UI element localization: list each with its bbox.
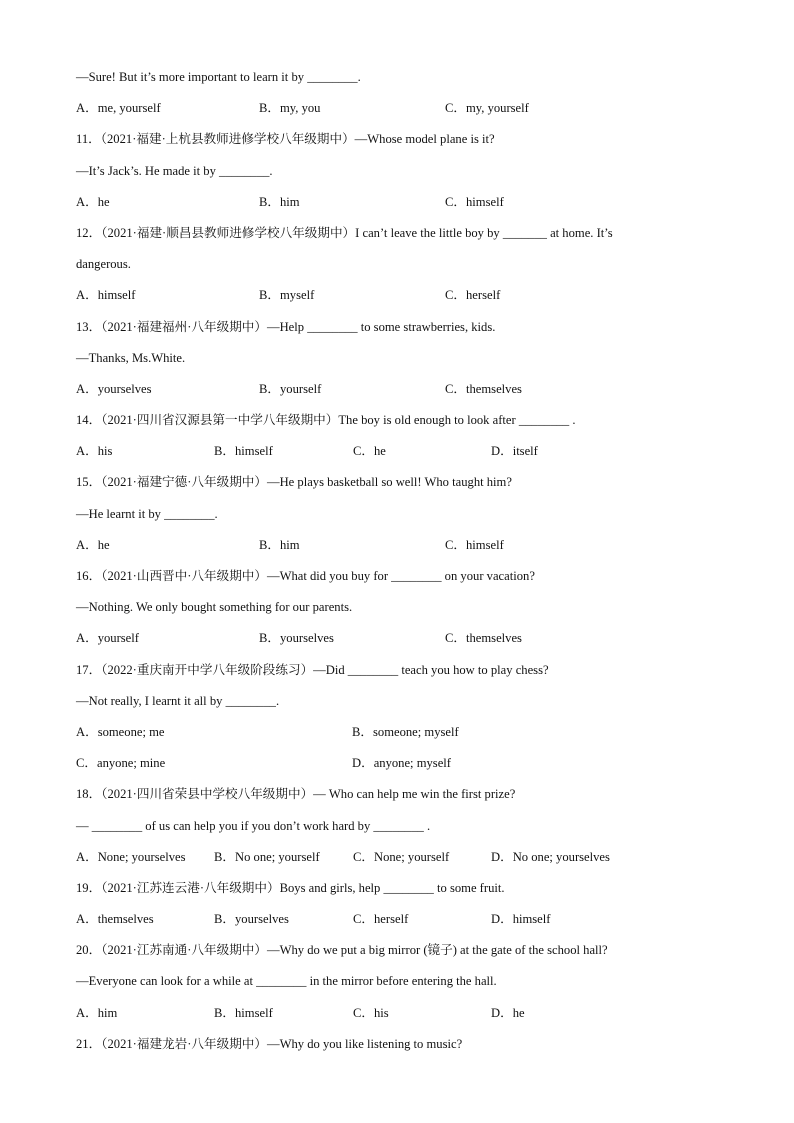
question-text-line: 17．（2022·重庆南开中学八年级阶段练习）—Did ________ teach you how to play chess? bbox=[76, 662, 549, 677]
question-text-line: 16．（2021·山西晋中·八年级期中）—What did you buy for ________ on your vacation? bbox=[76, 569, 535, 583]
answer-options-row bbox=[76, 378, 716, 409]
answer-option: B．yourselves bbox=[259, 631, 334, 646]
question-text-line: 20．（2021·江苏南通·八年级期中）—Why do we put a big mirror (镜子) at the gate of the school hall? bbox=[76, 943, 608, 958]
question-text-line: 18．（2021·四川省荣县中学校八年级期中）— Who can help me win the first prize? bbox=[76, 787, 516, 802]
answer-option: B．him bbox=[259, 194, 300, 209]
question-text-line: 11．（2021·福建·上杭县教师进修学校八年级期中）—Whose model plane is it? bbox=[76, 132, 495, 147]
answer-option: B．himself bbox=[214, 1005, 273, 1020]
answer-option: A．themselves bbox=[76, 912, 154, 927]
question-text-line: —He learnt it by ________. bbox=[76, 506, 218, 521]
answer-option: B．himself bbox=[214, 444, 273, 459]
question-text-line: —Not really, I learnt it all by ________. bbox=[76, 693, 280, 708]
answer-options-row bbox=[76, 440, 716, 471]
question-list bbox=[76, 66, 716, 1064]
answer-option: A．his bbox=[76, 444, 113, 459]
question-text-line: —It’s Jack’s. He made it by ________. bbox=[76, 163, 273, 178]
answer-option: D．itself bbox=[491, 444, 538, 459]
answer-option: A．me, yourself bbox=[76, 101, 161, 116]
answer-options-row bbox=[76, 1002, 716, 1033]
question-text-line: 21．（2021·福建龙岩·八年级期中）—Why do you like listening to music? bbox=[76, 1036, 463, 1051]
answer-option: A．himself bbox=[76, 288, 136, 303]
question-text-line: —Sure! But it’s more important to learn it by ________. bbox=[76, 70, 361, 84]
question-text-line: — ________ of us can help you if you don’t work hard by ________ . bbox=[76, 818, 431, 833]
answer-option: A．yourselves bbox=[76, 381, 152, 396]
answer-option: A．None; yourselves bbox=[76, 849, 186, 864]
question-text-line: —Everyone can look for a while at ________ in the mirror before entering the hall. bbox=[76, 974, 497, 989]
question-text-line: —Thanks, Ms.White. bbox=[76, 350, 186, 365]
answer-option: C．themselves bbox=[445, 631, 522, 646]
answer-option: A．he bbox=[76, 537, 110, 552]
answer-options-row bbox=[76, 846, 716, 877]
answer-options-row bbox=[76, 97, 716, 128]
answer-option: C．anyone; mine bbox=[76, 756, 166, 771]
answer-options-row bbox=[76, 721, 716, 752]
question-text-line: 15．（2021·福建宁德·八年级期中）—He plays basketball so well! Who taught him? bbox=[76, 475, 512, 490]
document-page bbox=[76, 66, 716, 1064]
answer-options-row bbox=[76, 627, 716, 658]
answer-option: B．No one; yourself bbox=[214, 849, 320, 864]
answer-option: C．himself bbox=[445, 537, 504, 552]
answer-option: D．No one; yourselves bbox=[491, 849, 610, 864]
answer-option: D．himself bbox=[491, 912, 551, 927]
answer-option: D．he bbox=[491, 1005, 525, 1020]
answer-option: C．himself bbox=[445, 194, 504, 209]
answer-option: A．him bbox=[76, 1005, 118, 1020]
answer-option: C．his bbox=[353, 1005, 389, 1020]
answer-options-row bbox=[76, 191, 716, 222]
answer-option: C．themselves bbox=[445, 381, 522, 396]
question-text-line: 14．（2021·四川省汉源县第一中学八年级期中）The boy is old enough to look after ________ . bbox=[76, 413, 576, 428]
answer-option: C．herself bbox=[445, 288, 501, 303]
answer-option: A．someone; me bbox=[76, 724, 165, 739]
question-text-line: 13．（2021·福建福州·八年级期中）—Help ________ to some strawberries, kids. bbox=[76, 319, 496, 334]
answer-option: B．him bbox=[259, 537, 300, 552]
answer-option: B．myself bbox=[259, 288, 315, 303]
answer-options-row bbox=[76, 752, 716, 783]
question-text-line: 19．（2021·江苏连云港·八年级期中）Boys and girls, help ________ to some fruit. bbox=[76, 880, 505, 895]
answer-option: B．my, you bbox=[259, 101, 321, 116]
question-text-line: dangerous. bbox=[76, 257, 131, 272]
answer-option: C．my, yourself bbox=[445, 101, 529, 116]
answer-options-row bbox=[76, 908, 716, 939]
answer-options-row bbox=[76, 284, 716, 315]
answer-option: C．None; yourself bbox=[353, 849, 450, 864]
question-text-line: —Nothing. We only bought something for our parents. bbox=[76, 600, 353, 615]
answer-options-row bbox=[76, 534, 716, 565]
answer-option: C．herself bbox=[353, 912, 409, 927]
question-text-line: 12．（2021·福建·顺昌县教师进修学校八年级期中）I can’t leave the little boy by _______ at home. It’s bbox=[76, 225, 613, 240]
answer-option: B．yourself bbox=[259, 381, 322, 396]
answer-option: C．he bbox=[353, 444, 386, 459]
answer-option: B．someone; myself bbox=[352, 724, 459, 739]
answer-option: B．yourselves bbox=[214, 912, 289, 927]
answer-option: A．he bbox=[76, 194, 110, 209]
answer-option: D．anyone; myself bbox=[352, 756, 451, 771]
answer-option: A．yourself bbox=[76, 631, 139, 646]
